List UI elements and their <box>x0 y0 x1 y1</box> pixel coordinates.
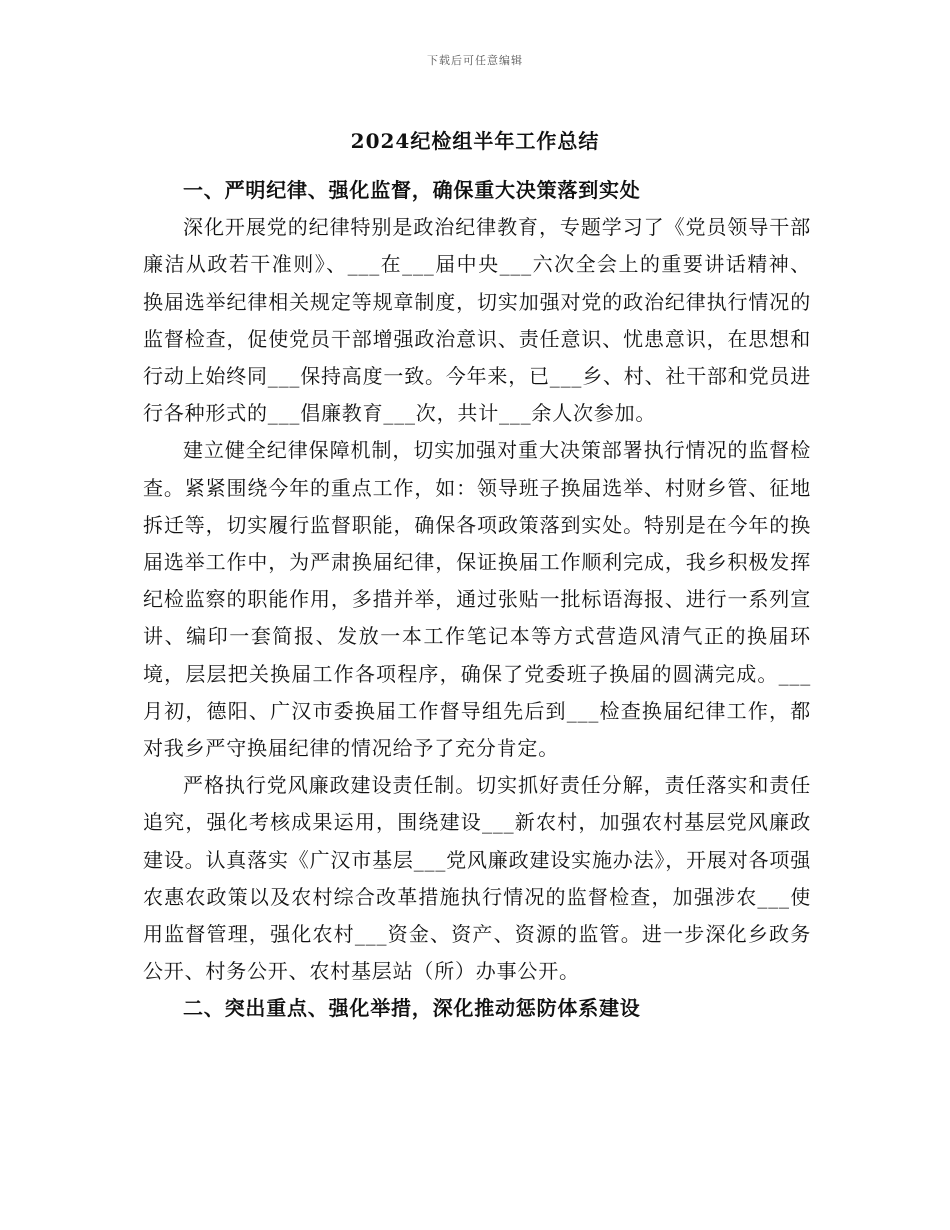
document-title: 2024纪检组半年工作总结 <box>350 129 600 153</box>
paragraph-1: 深化开展党的纪律特别是政治纪律教育，专题学习了《党员领导干部廉洁从政若干准则》、___在___届中央___六次全会上的重要讲话精神、换届选举纪律相关规定等规章制度，切实加强对党的政治纪律执行情况的监督检查，促使党员干部增强政治意识、责任意识、忧患意识，在思想和行动上始终同___保持高度一致。今年来，已___乡、村、社干部和党员进行各种形式的___倡廉教育___次，共计___余人次参加。 <box>143 215 811 426</box>
paragraph-2: 建立健全纪律保障机制，切实加强对重大决策部署执行情况的监督检查。紧紧围绕今年的重点工作，如：领导班子换届选举、村财乡管、征地拆迁等，切实履行监督职能，确保各项政策落到实处。特别是在今年的换届选举工作中，为严肃换届纪律，保证换届工作顺利完成，我乡积极发挥纪检监察的职能作用，多措并举，通过张贴一批标语海报、进行一系列宣讲、编印一套简报、发放一本工作笔记本等方式营造风清气正的换届环境，层层把关换届工作各项程序，确保了党委班子换届的圆满完成。___月初，德阳、广汉市委换届工作督导组先后到___检查换届纪律工作，都对我乡严守换届纪律的情况给予了充分肯定。 <box>143 438 811 761</box>
document-body <box>143 172 811 1028</box>
section-heading-1: 一、严明纪律、强化监督，确保重大决策落到实处 <box>183 178 641 202</box>
section-heading-2: 二、突出重点、强化举措，深化推动惩防体系建设 <box>183 996 641 1021</box>
paragraph-3: 严格执行党风廉政建设责任制。切实抓好责任分解，责任落实和责任追究，强化考核成果运用，围绕建设___新农村，加强农村基层党风廉政建设。认真落实《广汉市基层___党风廉政建设实施办法》，开展对各项强农惠农政策以及农村综合改革措施执行情况的监督检查，加强涉农___使用监督管理，强化农村___资金、资产、资源的监管。进一步深化乡政务公开、村务公开、农村基层站（所）办事公开。 <box>143 773 811 984</box>
header-note: 下载后可任意编辑 <box>427 54 523 67</box>
